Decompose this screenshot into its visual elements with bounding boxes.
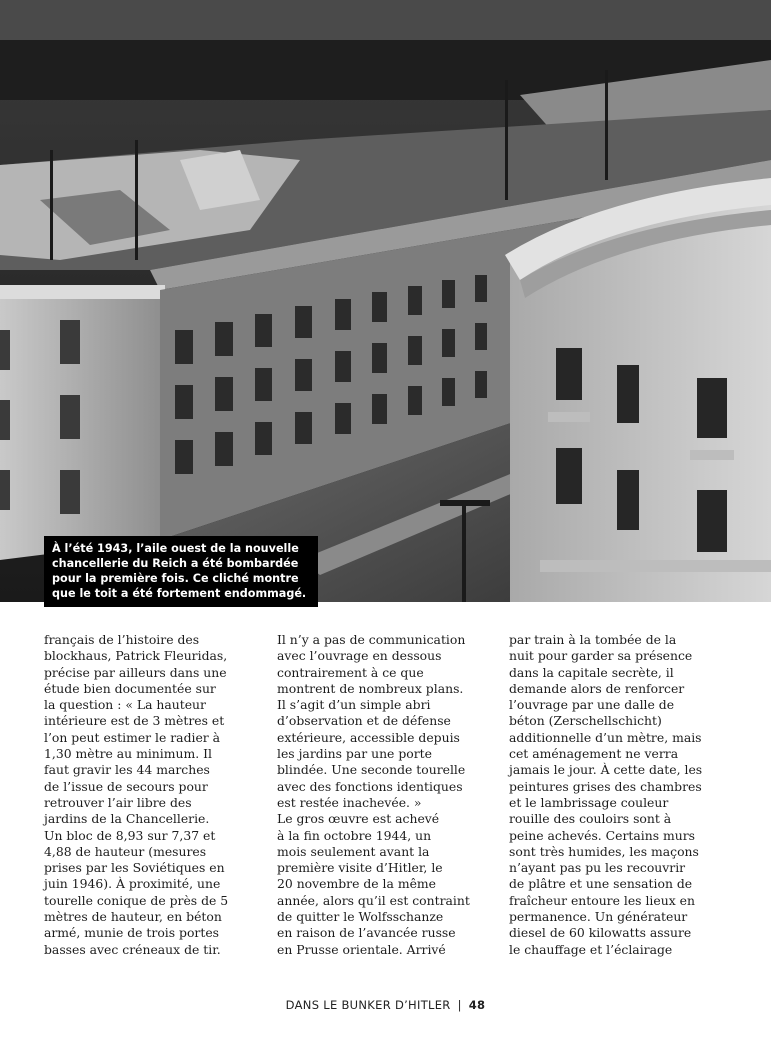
article-column-3: par train à la tombée de la nuit pour garder sa présence dans la capitale secrète, il demande alors de renforcer l’ouvrage par une dalle de béton (Zerschellschicht) additionnelle d’un mètre, mais cet aménagement ne verra jamais le jour. À cette date, les peintures grises des chambres et le lambrissage couleur rouille des couloirs sont à peine achevés. Certains murs sont très humides, les maçons n’ayant pas pu les recouvrir de plâtre et une sensation de fraîcheur entoure les lieux en permanence. Un générateur diesel de 60 kilowatts assure le chauffage et l’éclairage bbox=[509, 632, 703, 957]
photo-caption: À l’été 1943, l’aile ouest de la nouvelle chancellerie du Reich a été bombardée pour la première fois. Ce cliché montre que le toit a été fortement endommagé. bbox=[44, 536, 318, 607]
article-column-1: français de l’histoire des blockhaus, Patrick Fleuridas, précise par ailleurs dans une étude bien documentée sur la question : « La hauteur intérieure est de 3 mètres et l’on peut estimer le radier à 1,30 mètre au minimum. Il faut gravir les 44 marches de l’issue de secours pour retrouver l’air libre des jardins de la Chancellerie. Un bloc de 8,93 sur 7,37 et 4,88 de hauteur (mesures prises par les Soviétiques en juin 1946). À proximité, une tourelle conique de près de 5 mètres de hauteur, en béton armé, munie de trois portes basses avec créneaux de tir. bbox=[44, 632, 229, 957]
page-footer bbox=[0, 998, 771, 1012]
footer-separator: | bbox=[457, 998, 462, 1012]
running-title: DANS LE BUNKER D’HITLER bbox=[285, 998, 451, 1012]
page-number: 48 bbox=[468, 998, 486, 1012]
article-column-2: Il n’y a pas de communication avec l’ouvrage en dessous contrairement à ce que montrent de nombreux plans. Il s’agit d’un simple abri d’observation et de défense extérieure, accessible depuis les jardins par une porte blindée. Une seconde tourelle avec des fonctions identiques est restée inachevée. » Le gros œuvre est achevé à la fin octobre 1944, un mois seulement avant la première visite d’Hitler, le 20 novembre de la même année, alors qu’il est contraint de quitter le Wolfsschanze en raison de l’avancée russe en Prusse orientale. Arrivé bbox=[277, 632, 470, 957]
